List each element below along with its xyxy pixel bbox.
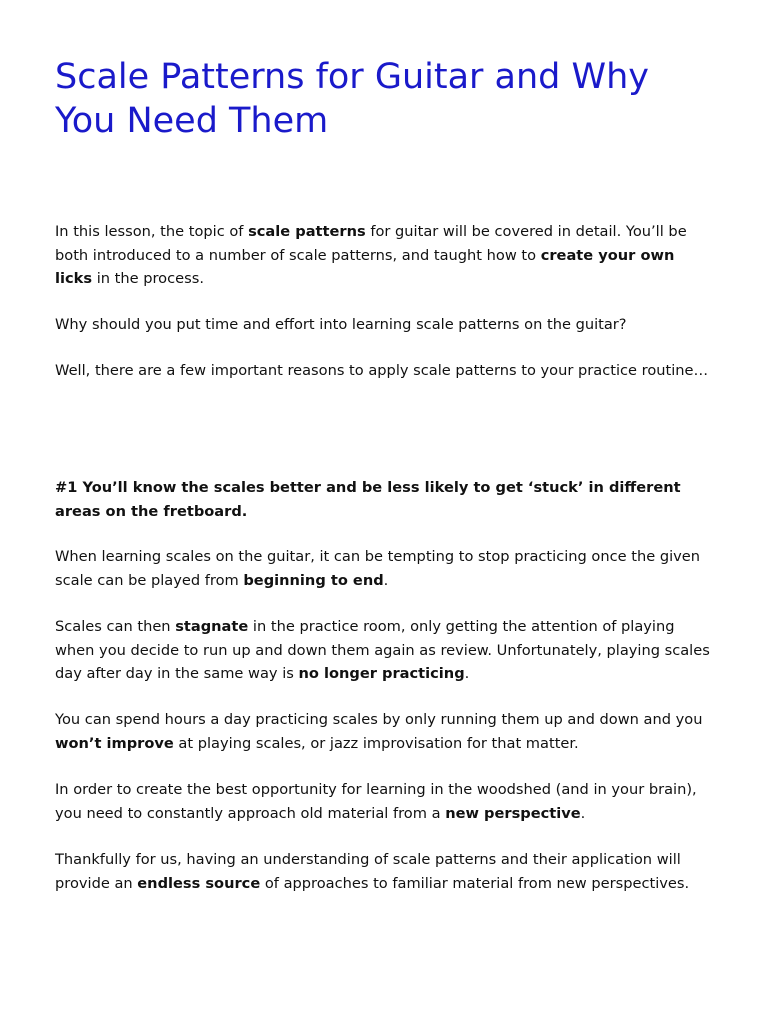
question-paragraph: Why should you put time and effort into learning scale patterns on the guitar?: [55, 316, 627, 333]
bold-text: create your own licks: [55, 246, 675, 287]
body-paragraph: [55, 615, 715, 686]
text-run: .: [383, 571, 389, 589]
text-run: .: [464, 665, 470, 682]
text-run: in the practice room, only getting the attention of playing when you decide to run up and down them again as review. Unfortunately, playing scales day after day in the same way is: [55, 618, 710, 682]
text-run: at playing scales, or jazz improvisation for that matter.: [173, 734, 579, 752]
body-paragraph: [55, 545, 715, 592]
text-run: In this lesson, the topic of: [55, 223, 249, 240]
bold-text: new perspective: [445, 804, 581, 822]
text-run: You can spend hours a day practicing scales by only running them up and down and you: [55, 711, 703, 728]
body-paragraph: [55, 778, 715, 825]
bold-text: stagnate: [175, 618, 249, 635]
text-run: In order to create the best opportunity for learning in the woodshed (and in your brain), you need to constantly approach old material from a: [55, 781, 697, 822]
text-run: in the process.: [92, 270, 204, 287]
bold-text: scale patterns: [248, 223, 366, 240]
bold-text: no longer practicing: [298, 665, 465, 682]
text-run: When learning scales on the guitar, it can be tempting to stop practicing once the given scale can be played from: [55, 548, 701, 589]
body-paragraph: [55, 848, 715, 895]
body-paragraph: [55, 708, 715, 755]
text-run: for guitar will be covered in detail. You’ll be both introduced to a number of scale patterns, and taught how to: [55, 223, 687, 264]
bold-text: beginning to end: [243, 571, 384, 589]
page-title: Scale Patterns for Guitar and Why You Need Them: [55, 57, 650, 141]
text-run: .: [580, 804, 586, 822]
text-run: of approaches to familiar material from new perspectives.: [260, 874, 690, 892]
text-run: Thankfully for us, having an understanding of scale patterns and their application will provide an: [55, 851, 681, 892]
section-heading: #1 You’ll know the scales better and be less likely to get ‘stuck’ in different areas on the fretboard.: [55, 479, 681, 520]
intro-paragraph: [55, 220, 715, 291]
reasons-paragraph: Well, there are a few important reasons to apply scale patterns to your practice routine…: [55, 362, 709, 379]
bold-text: endless source: [137, 874, 261, 892]
text-run: Scales can then: [55, 618, 176, 635]
bold-text: won’t improve: [55, 734, 174, 752]
